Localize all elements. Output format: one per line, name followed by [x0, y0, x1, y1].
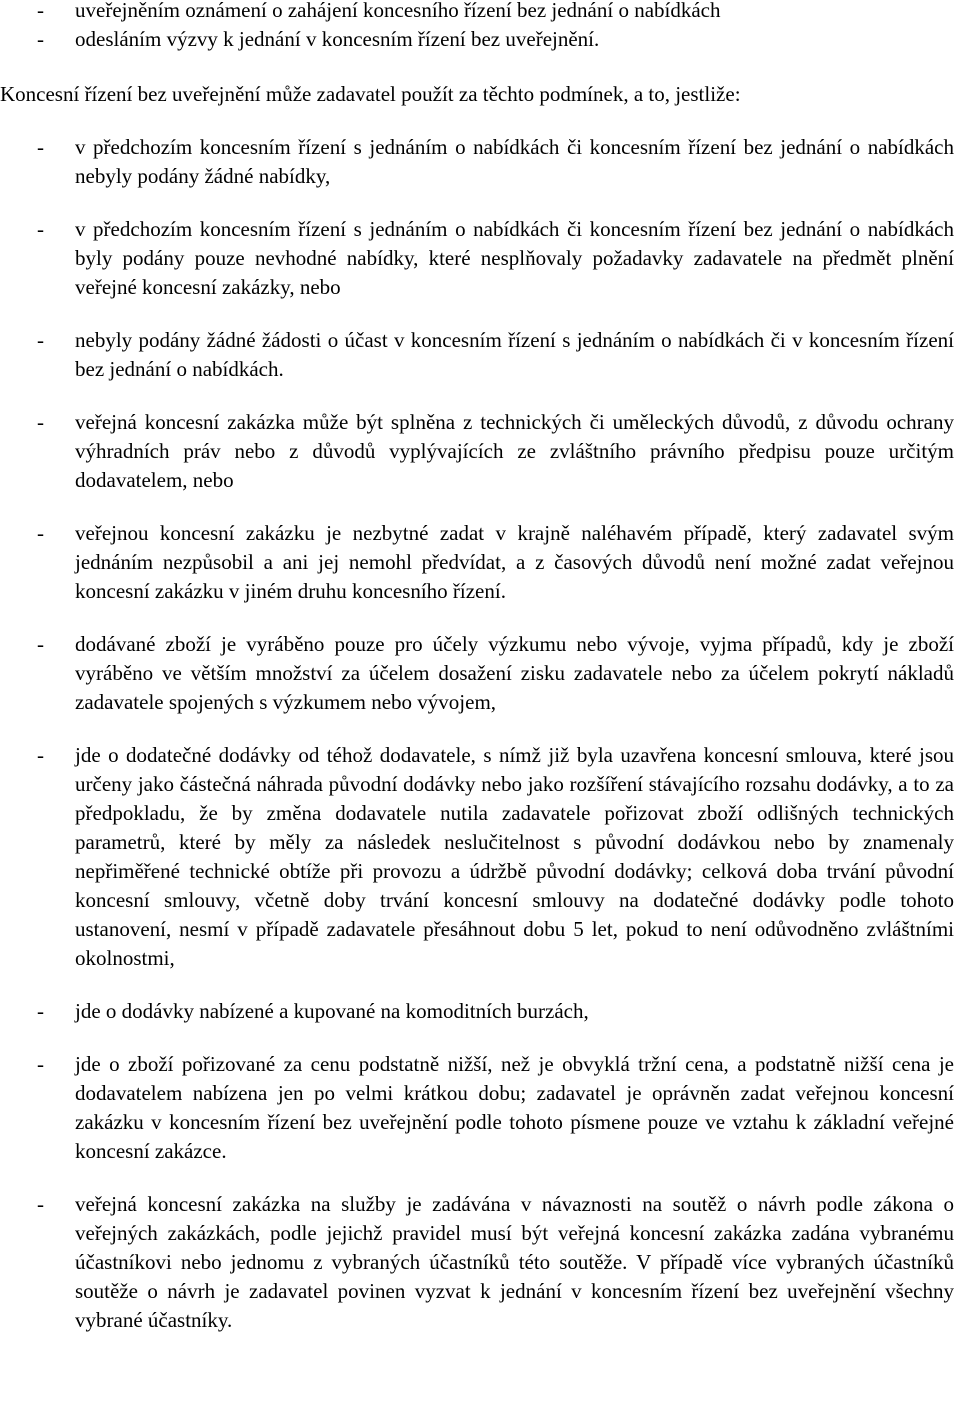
list-dash: - [37, 999, 44, 1023]
list-item-text: veřejná koncesní zakázka může být splněna z technických či uměleckých důvodů, z důvodu ochrany výhradních práv nebo z důvodů vyplývajících ze zvláštního právního předpisu pouze určitým dodavatelem, nebo [75, 410, 954, 492]
intro-list-item [0, 0, 960, 25]
list-item-text: odesláním výzvy k jednání v koncesním řízení bez uveřejnění. [75, 27, 600, 51]
condition-list-item [0, 741, 960, 973]
list-item-text: jde o zboží pořizované za cenu podstatně nižší, než je obvyklá tržní cena, a podstatně nižší cena je dodavatelem nabízena jen po velmi krátkou dobu; zadavatel je oprávněn zadat veřejnou koncesní zakázku v koncesním řízení bez uveřejnění podle tohoto písmene pouze ve vztahu k základní veřejné koncesní zakázce. [75, 1052, 954, 1163]
list-item-text: uveřejněním oznámení o zahájení koncesního řízení bez jednání o nabídkách [75, 0, 721, 22]
conditions-heading: Koncesní řízení bez uveřejnění může zadavatel použít za těchto podmínek, a to, jestliže: [0, 82, 741, 106]
condition-list-item [0, 215, 960, 302]
list-dash: - [37, 1052, 44, 1076]
condition-list-item [0, 408, 960, 495]
intro-list-item [0, 25, 960, 54]
list-item-text: v předchozím koncesním řízení s jednáním o nabídkách či koncesním řízení bez jednání o nabídkách byly podány pouze nevhodné nabídky, které nesplňovaly požadavky zadavatele na předmět plnění veřejné koncesní zakázky, nebo [75, 217, 954, 299]
list-dash: - [37, 410, 44, 434]
list-dash: - [37, 1192, 44, 1216]
list-dash: - [37, 27, 44, 51]
list-dash: - [37, 135, 44, 159]
condition-list-item [0, 326, 960, 384]
list-item-text: jde o dodávky nabízené a kupované na komoditních burzách, [75, 999, 589, 1023]
list-item-text: veřejnou koncesní zakázku je nezbytné zadat v krajně naléhavém případě, který zadavatel svým jednáním nezpůsobil a ani jej nemohl předvídat, a z časových důvodů není možné zadat veřejnou koncesní zakázku v jiném druhu koncesního řízení. [75, 521, 954, 603]
list-dash: - [37, 632, 44, 656]
list-item-text: dodávané zboží je vyráběno pouze pro účely výzkumu nebo vývoje, vyjma případů, kdy je zboží vyráběno ve větším množství za účelem dosažení zisku zadavatele nebo za účelem pokrytí nákladů zadavatele spojených s výzkumem nebo vývojem, [75, 632, 954, 714]
list-item-text: veřejná koncesní zakázka na služby je zadávána v návaznosti na soutěž o návrh podle zákona o veřejných zakázkách, podle jejichž pravidel musí být veřejná koncesní zakázka zadána vybranému účastníkovi nebo jednomu z vybraných účastníků této soutěže. V případě více vybraných účastníků soutěže o návrh je zadavatel povinen vyzvat k jednání v koncesním řízení bez uveřejnění všechny vybrané účastníky. [75, 1192, 954, 1332]
condition-list-item [0, 1050, 960, 1166]
condition-list-item [0, 1190, 960, 1335]
list-dash: - [37, 217, 44, 241]
list-item-text: nebyly podány žádné žádosti o účast v koncesním řízení s jednáním o nabídkách či v koncesním řízení bez jednání o nabídkách. [75, 328, 954, 381]
condition-list-item [0, 997, 960, 1026]
list-item-text: v předchozím koncesním řízení s jednáním o nabídkách či koncesním řízení bez jednání o nabídkách nebyly podány žádné nabídky, [75, 135, 954, 188]
list-dash: - [37, 743, 44, 767]
list-dash: - [37, 521, 44, 545]
condition-list-item [0, 630, 960, 717]
list-item-text: jde o dodatečné dodávky od téhož dodavatele, s nímž již byla uzavřena koncesní smlouva, které jsou určeny jako částečná náhrada původní dodávky nebo jako rozšíření stávajícího rozsahu dodávky, a to za předpokladu, že by změna dodavatele nutila zadavatele pořizovat zboží odlišných technických parametrů, které by měly za následek neslučitelnost s původní dodávkou nebo by znamenaly nepřiměřené technické obtíže při provozu a údržbě původní dodávky; celková doba trvání původní koncesní smlouvy, včetně doby trvání koncesní smlouvy na dodatečné dodávky podle tohoto ustanovení, nesmí v případě zadavatele přesáhnout dobu 5 let, pokud to není odůvodněno zvláštními okolnostmi, [75, 743, 954, 970]
condition-list-item [0, 519, 960, 606]
list-dash: - [37, 0, 44, 22]
list-dash: - [37, 328, 44, 352]
condition-list-item [0, 133, 960, 191]
